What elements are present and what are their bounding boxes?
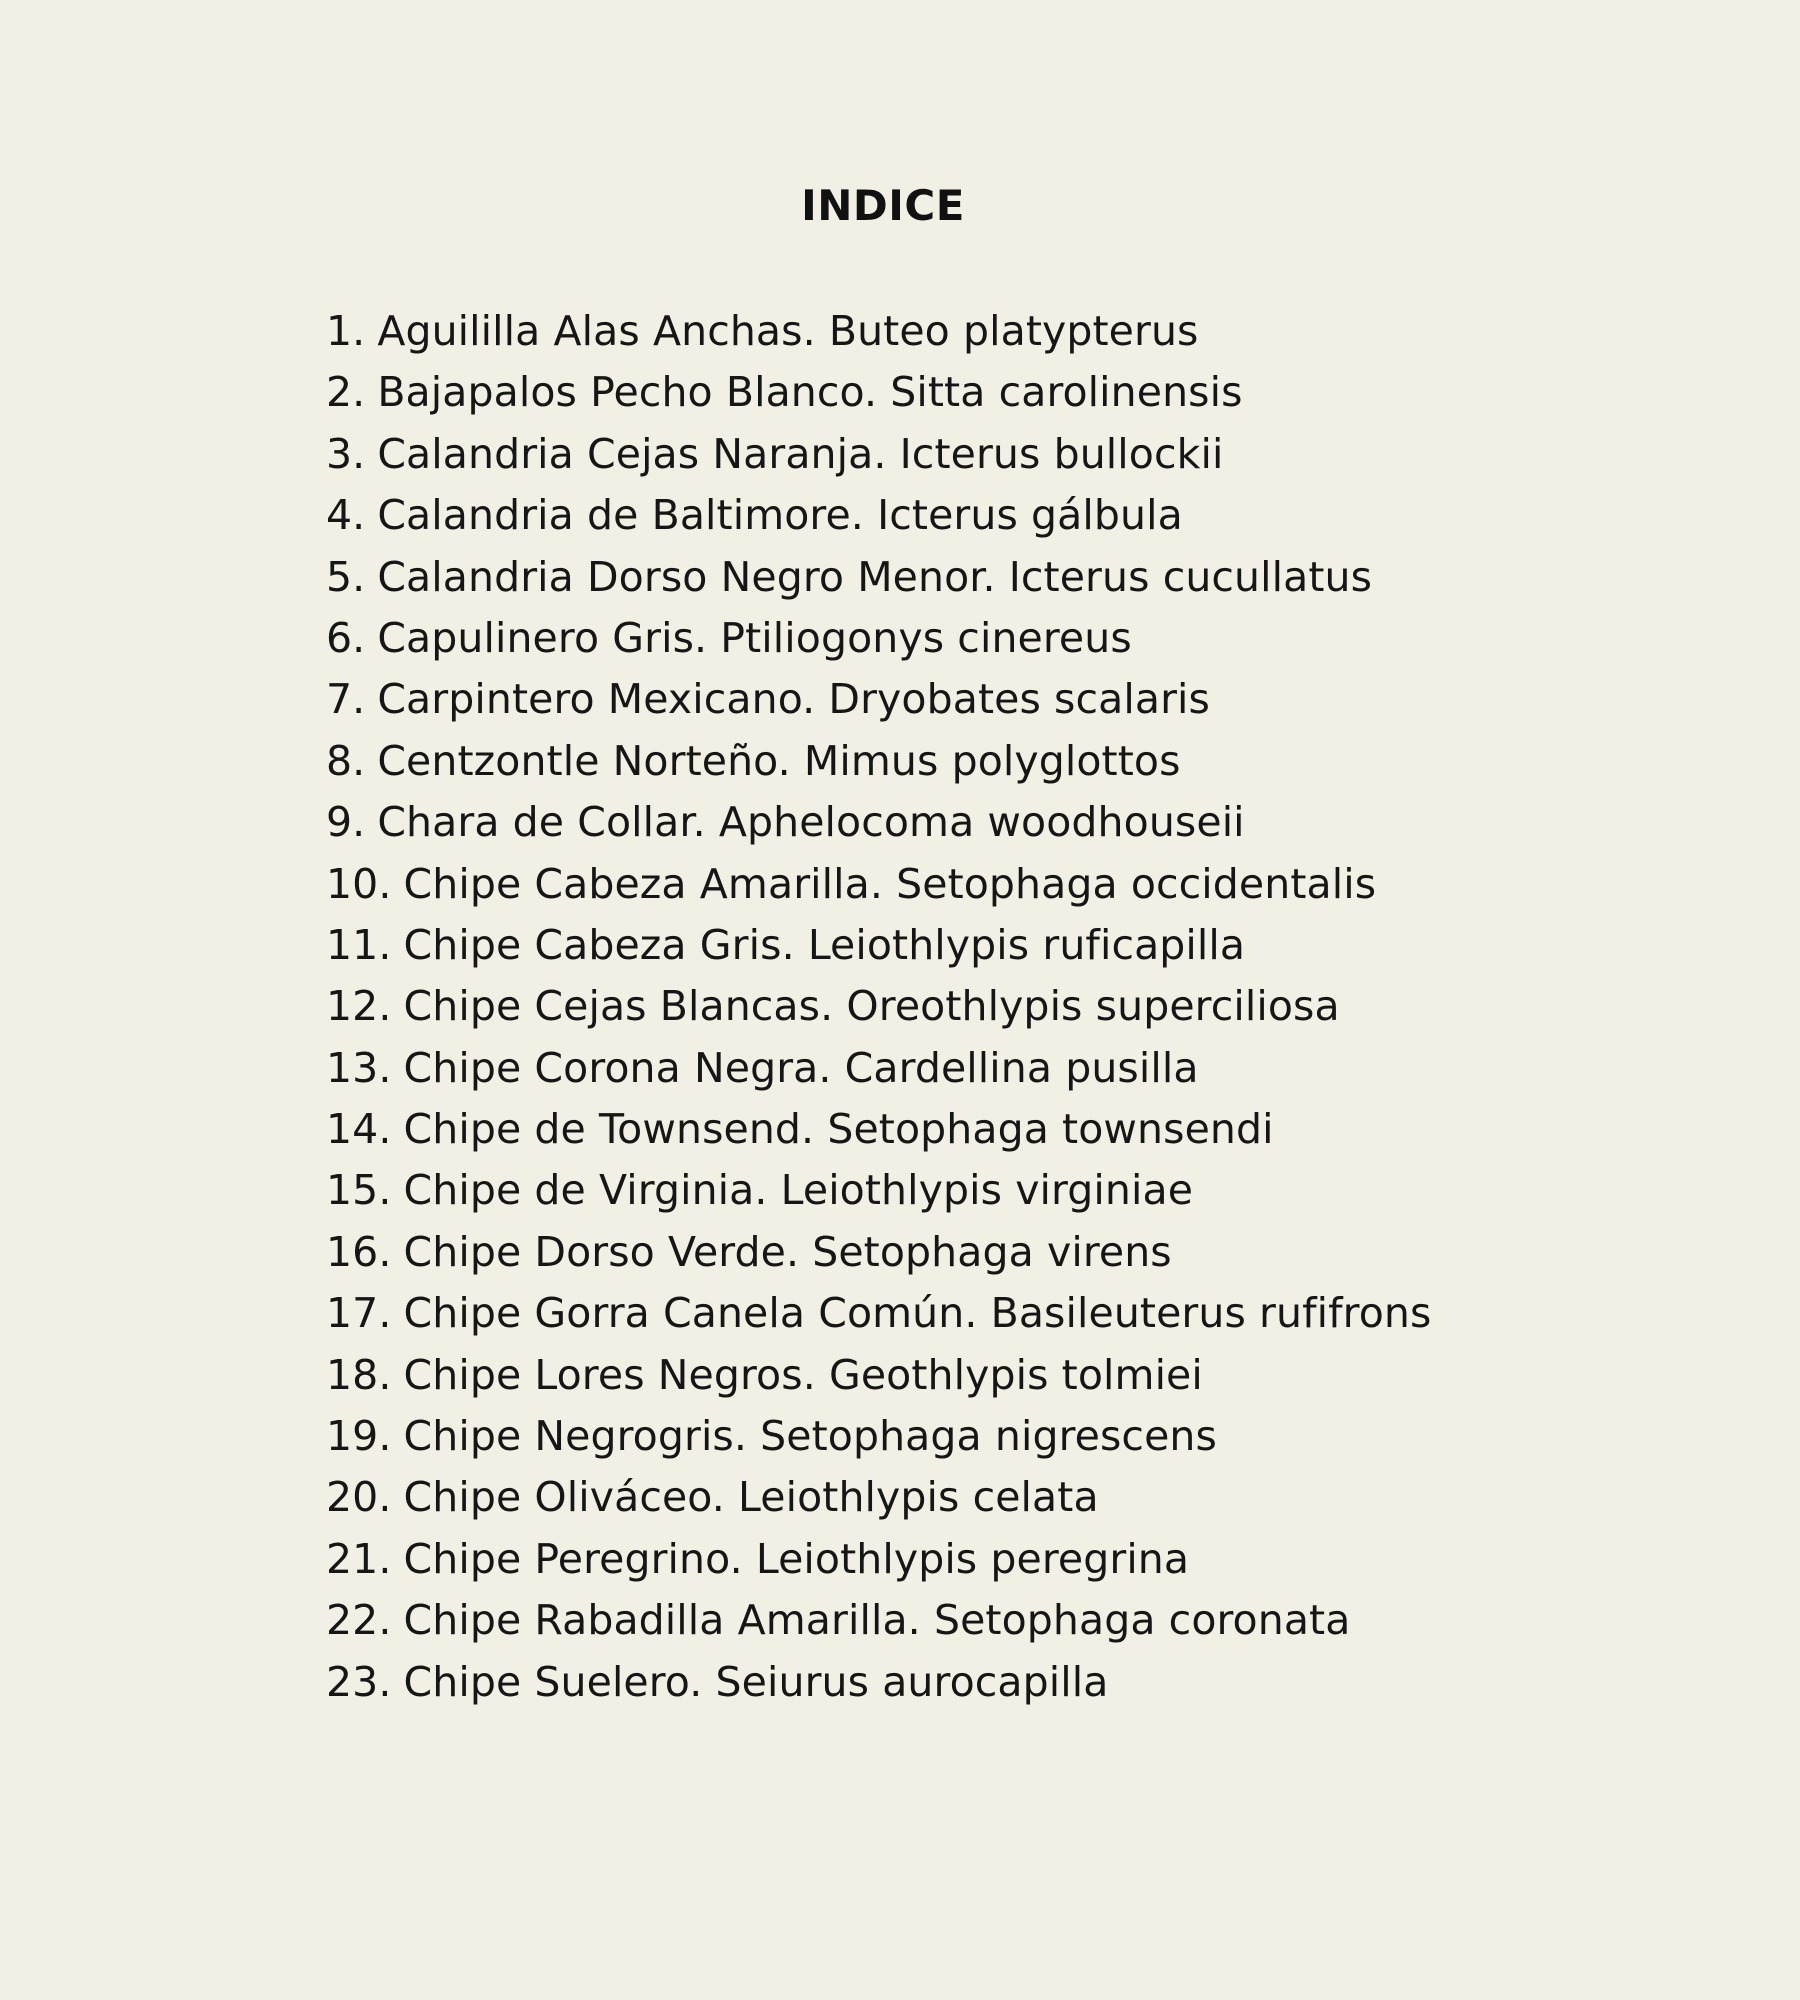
entry-text: Chipe Peregrino. Leiothlypis peregrina [403,1534,1190,1583]
entry-text: Centzontle Norteño. Mimus polyglottos [377,736,1181,785]
entry-text: Chipe Corona Negra. Cardellina pusilla [403,1043,1199,1092]
list-item [326,1038,1746,1099]
list-item [326,1222,1746,1283]
list-item [326,1099,1746,1160]
list-item [326,424,1746,485]
entry-number: 22. [326,1596,392,1645]
entry-number: 6. [326,613,366,662]
list-item [326,1160,1746,1221]
entry-number: 20. [326,1473,392,1522]
list-item [326,854,1746,915]
entry-text: Chipe Lores Negros. Geothlypis tolmiei [403,1350,1203,1399]
entry-number: 5. [326,552,366,601]
entry-number: 18. [326,1350,392,1399]
entry-number: 19. [326,1412,392,1461]
entry-number: 23. [326,1657,392,1706]
list-item [326,1652,1746,1713]
list-item [326,485,1746,546]
entry-text: Calandria de Baltimore. Icterus gálbula [377,491,1183,540]
entry-number: 16. [326,1227,392,1276]
entry-number: 13. [326,1043,392,1092]
page-title: INDICE [801,181,965,230]
list-item [326,976,1746,1037]
entry-text: Chipe Dorso Verde. Setophaga virens [403,1227,1172,1276]
entry-number: 21. [326,1534,392,1583]
list-item [326,1529,1746,1590]
entry-text: Chipe de Virginia. Leiothlypis virginiae [403,1166,1194,1215]
entry-text: Aguililla Alas Anchas. Buteo platypterus [377,307,1199,355]
entry-text: Chipe Cabeza Gris. Leiothlypis ruficapilla [403,920,1246,969]
list-item [326,1590,1746,1651]
list-item [326,547,1746,608]
list-item [326,669,1746,730]
entry-number: 9. [326,798,366,847]
entry-number: 4. [326,491,366,540]
list-item [326,1345,1746,1406]
entry-text: Chipe Cabeza Amarilla. Setophaga occidentalis [403,859,1377,908]
entry-text: Calandria Cejas Naranja. Icterus bullockii [377,429,1224,478]
entry-text: Chipe Suelero. Seiurus aurocapilla [403,1657,1109,1706]
entry-number: 17. [326,1289,392,1338]
entry-number: 8. [326,736,366,785]
entry-number: 2. [326,368,366,417]
entry-text: Carpintero Mexicano. Dryobates scalaris [377,675,1210,724]
entry-number: 12. [326,982,392,1031]
entry-text: Chipe de Townsend. Setophaga townsendi [403,1105,1274,1154]
entry-number: 11. [326,920,392,969]
list-item [326,792,1746,853]
list-item [326,915,1746,976]
species-index-list [326,301,1746,1713]
entry-number: 3. [326,429,366,478]
entry-text: Bajapalos Pecho Blanco. Sitta carolinensis [377,368,1243,417]
entry-text: Chipe Rabadilla Amarilla. Setophaga coronata [403,1596,1351,1645]
entry-text: Chipe Gorra Canela Común. Basileuterus rufifrons [403,1289,1432,1338]
entry-number: 7. [326,675,366,724]
entry-text: Capulinero Gris. Ptiliogonys cinereus [377,613,1132,662]
entry-text: Chipe Negrogris. Setophaga nigrescens [403,1412,1217,1461]
list-item [326,608,1746,669]
list-item [326,731,1746,792]
entry-number: 10. [326,859,392,908]
list-item [326,1283,1746,1344]
entry-number: 14. [326,1105,392,1154]
entry-number: 1. [326,307,366,355]
list-item [326,301,1746,362]
list-item [326,1467,1746,1528]
entry-text: Chara de Collar. Aphelocoma woodhouseii [377,798,1245,847]
entry-text: Chipe Cejas Blancas. Oreothlypis superciliosa [403,982,1340,1031]
entry-text: Chipe Oliváceo. Leiothlypis celata [403,1473,1099,1522]
list-item [326,362,1746,423]
entry-number: 15. [326,1166,392,1215]
list-item [326,1406,1746,1467]
entry-text: Calandria Dorso Negro Menor. Icterus cucullatus [377,552,1373,601]
